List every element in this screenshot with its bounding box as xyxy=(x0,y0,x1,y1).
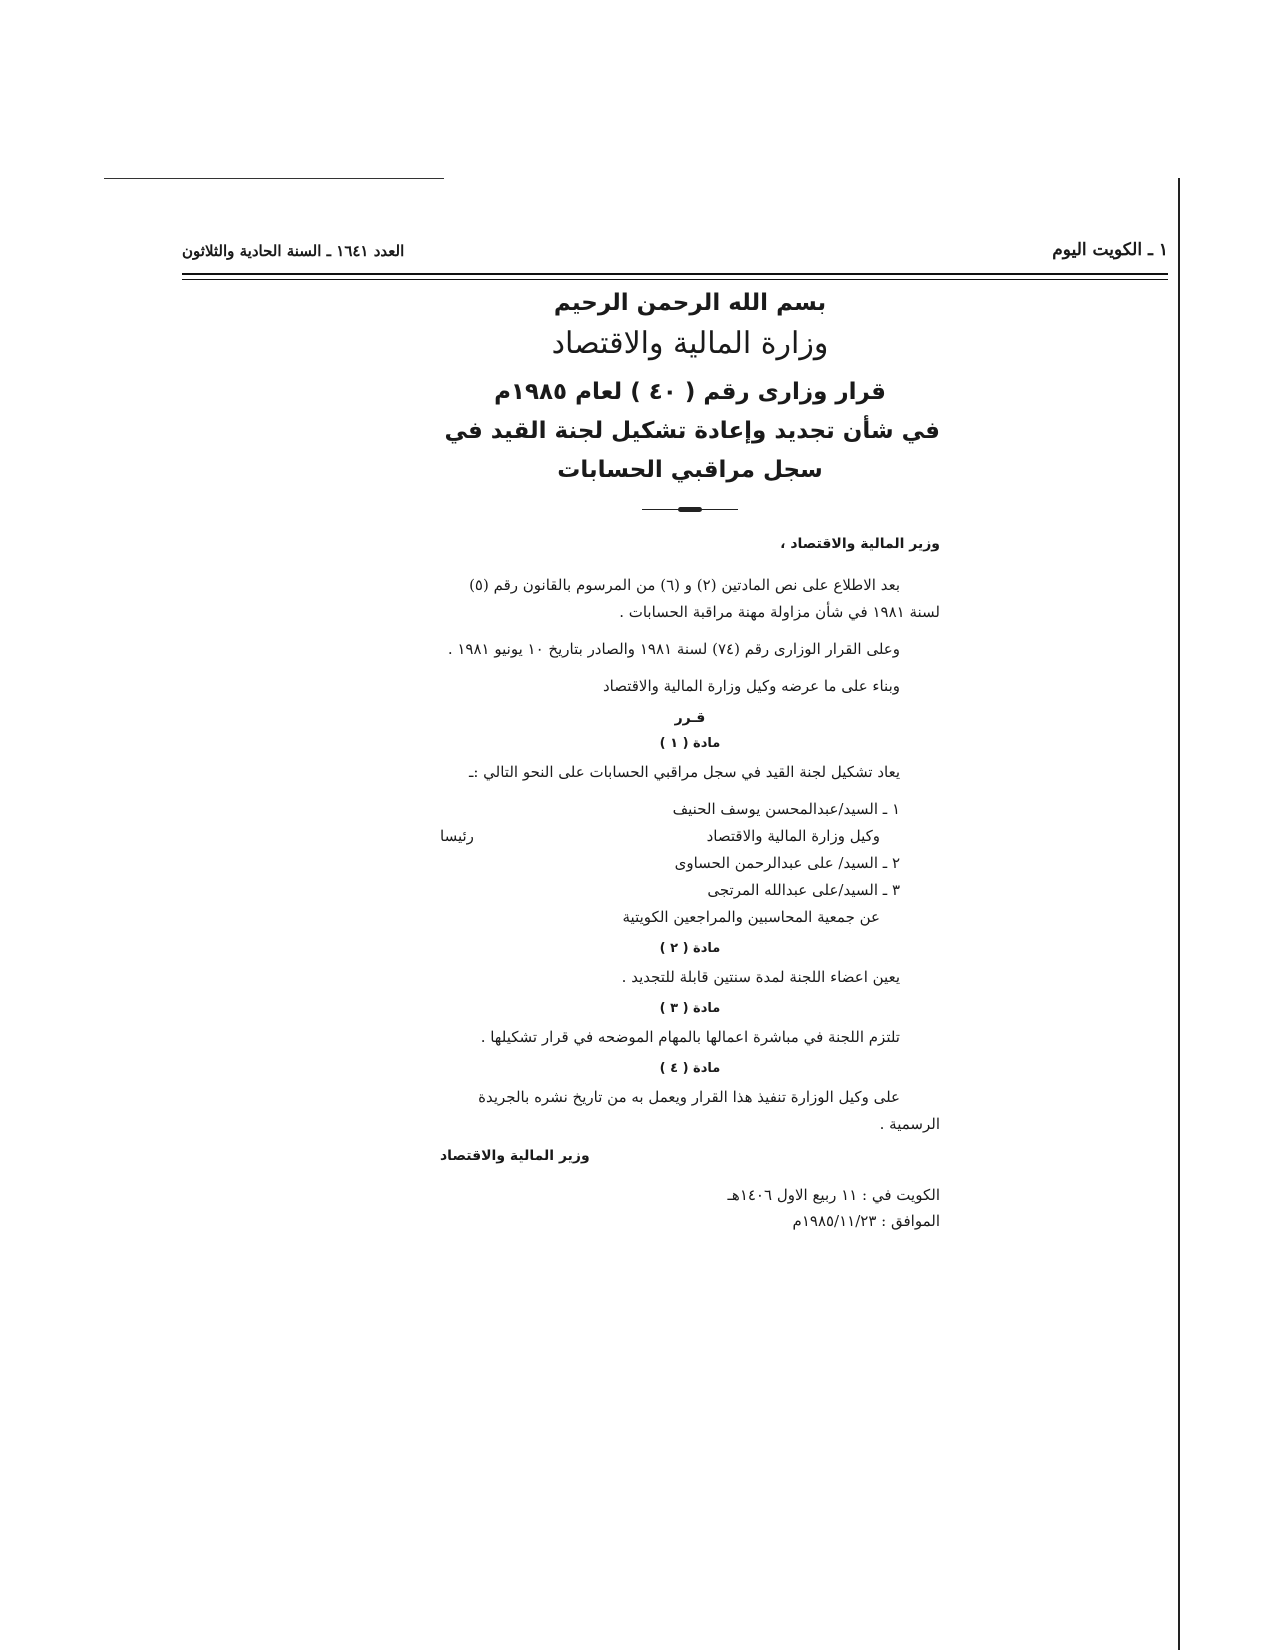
decision-title-line-2: في شأن تجديد وإعادة تشكيل لجنة القيد في xyxy=(444,418,940,444)
decision-title-line-1: قرار وزارى رقم ( ٤٠ ) لعام ١٩٨٥م xyxy=(494,379,886,405)
member-1-title-row xyxy=(440,823,880,850)
scan-edge-right xyxy=(1178,178,1180,1650)
preamble-paragraph-2: وعلى القرار الوزارى رقم (٧٤) لسنة ١٩٨١ والصادر بتاريخ ١٠ يونيو ١٩٨١ . xyxy=(447,640,900,658)
member-1-title: وكيل وزارة المالية والاقتصاد xyxy=(706,827,880,845)
member-3-name: ٣ ـ السيد/على عبدالله المرتجى xyxy=(707,881,900,899)
member-1-role: رئيسا xyxy=(440,827,474,845)
date-hijri: الكويت في : ١١ ربيع الاول ١٤٠٦هـ xyxy=(727,1186,940,1204)
preamble-paragraph-1: بعد الاطلاع على نص المادتين (٢) و (٦) من المرسوم بالقانون رقم (٥) لسنة ١٩٨١ في شأن مزاولة مهنة مراقبة الحسابات . xyxy=(469,576,940,621)
article-4-heading: مادة ( ٤ ) xyxy=(659,1061,721,1076)
addressee: وزير المالية والاقتصاد ، xyxy=(780,536,940,552)
article-2-text: يعين اعضاء اللجنة لمدة سنتين قابلة للتجديد . xyxy=(621,968,900,986)
article-3-heading: مادة ( ٣ ) xyxy=(659,1001,721,1016)
document-body xyxy=(440,290,940,1234)
header-rule xyxy=(182,273,1168,280)
member-3-title: عن جمعية المحاسبين والمراجعين الكويتية xyxy=(622,908,880,926)
basmala: بسم الله الرحمن الرحيم xyxy=(553,290,827,316)
scan-edge-top xyxy=(104,178,444,179)
article-1-heading: مادة ( ١ ) xyxy=(659,736,721,751)
decree-word: قـرر xyxy=(674,710,706,726)
preamble-paragraph-3: وبناء على ما عرضه وكيل وزارة المالية والاقتصاد xyxy=(602,677,900,695)
header-page-and-paper: ١ ـ الكويت اليوم xyxy=(1052,240,1168,260)
ministry-name: وزارة المالية والاقتصاد xyxy=(551,326,829,361)
header-issue-and-year: العدد ١٦٤١ ـ السنة الحادية والثلاثون xyxy=(182,242,405,260)
page-header xyxy=(182,240,1168,266)
article-1-text: يعاد تشكيل لجنة القيد في سجل مراقبي الحسابات على النحو التالي :ـ xyxy=(468,763,900,781)
article-3-text: تلتزم اللجنة في مباشرة اعمالها بالمهام الموضحه في قرار تشكيلها . xyxy=(480,1028,900,1046)
member-1-name: ١ ـ السيد/عبدالمحسن يوسف الحنيف xyxy=(672,800,900,818)
article-2-heading: مادة ( ٢ ) xyxy=(659,941,721,956)
date-gregorian: الموافق : ١٩٨٥/١١/٢٣م xyxy=(792,1212,940,1230)
member-2-name: ٢ ـ السيد/ على عبدالرحمن الحساوى xyxy=(674,854,900,872)
signature: وزير المالية والاقتصاد xyxy=(440,1148,590,1164)
decision-title-line-3: سجل مراقبي الحسابات xyxy=(557,457,823,483)
article-4-text: على وكيل الوزارة تنفيذ هذا القرار ويعمل به من تاريخ نشره بالجريدة الرسمية . xyxy=(478,1088,940,1133)
separator-ornament xyxy=(642,506,738,514)
